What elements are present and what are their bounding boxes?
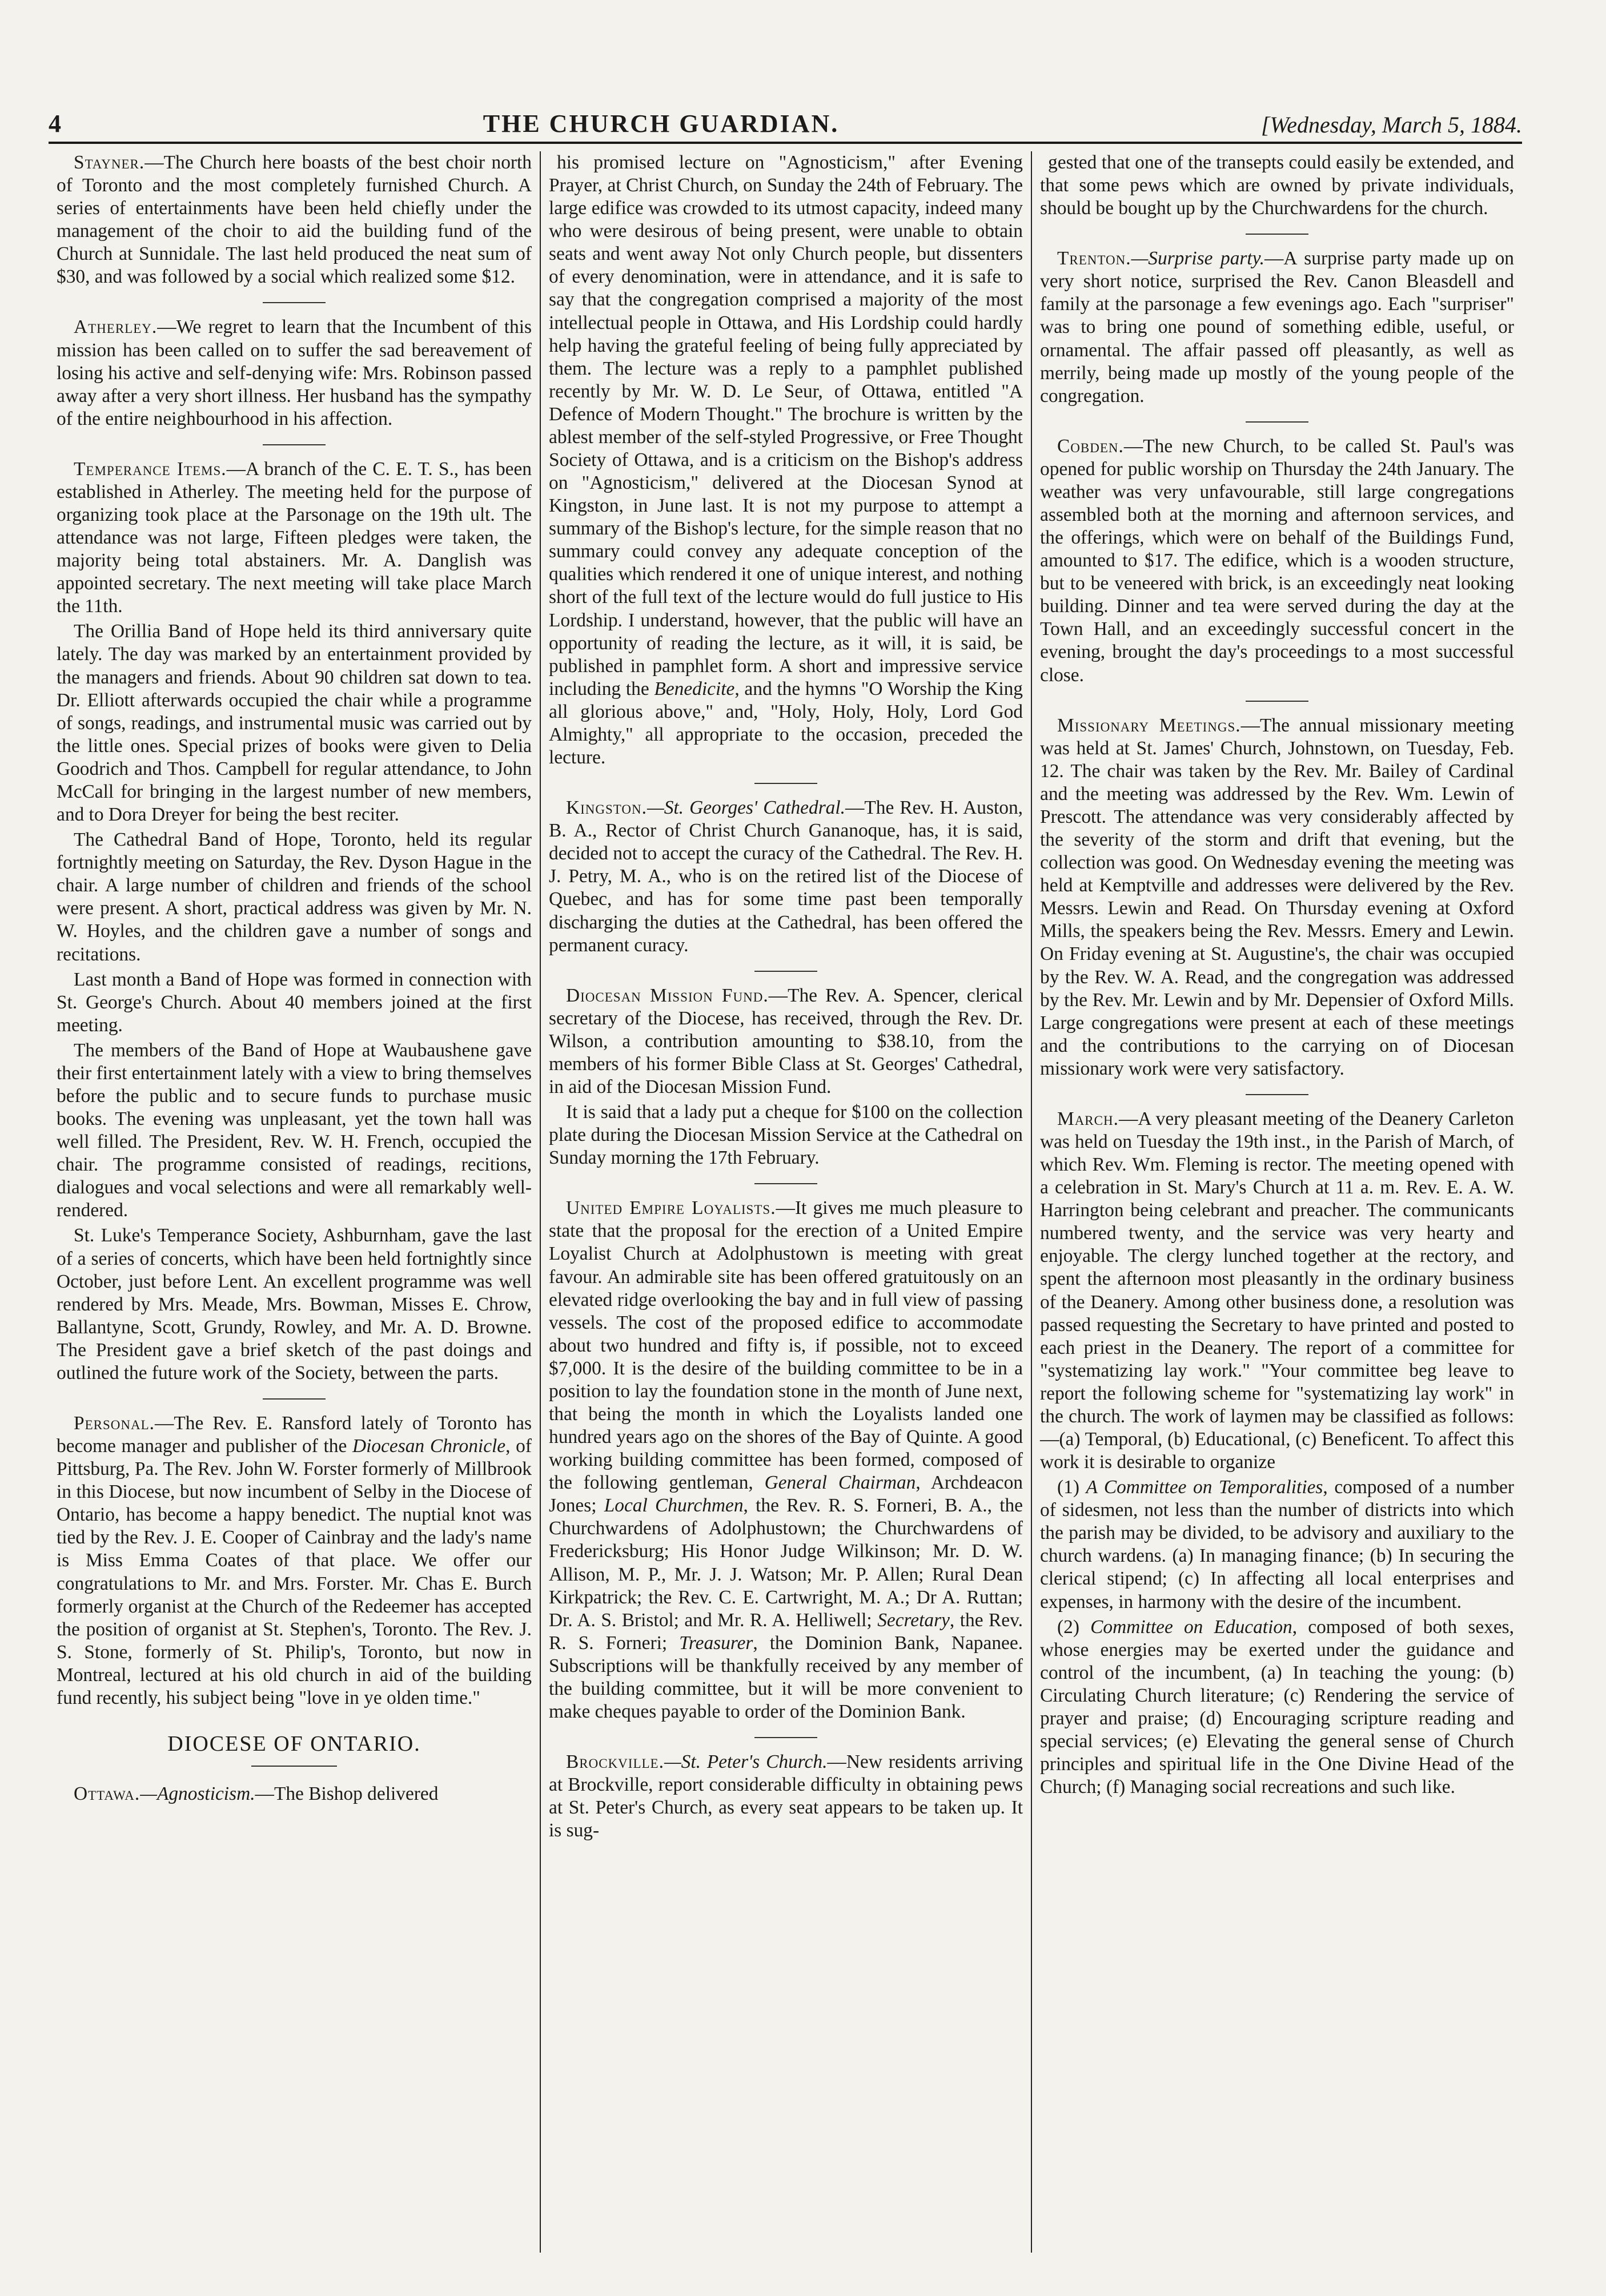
article-heading: Diocesan Mission Fund. <box>566 984 769 1006</box>
issue-date: [Wednesday, March 5, 1884. <box>1260 112 1522 138</box>
committee-role: Secretary <box>877 1609 950 1631</box>
article-brockville-continued: gested that one of the transepts could easily be extended, and that some pews which are owned by private individuals, should be bought up by the Churchwardens for the church. <box>1040 152 1514 219</box>
paper-title: THE CHURCH GUARDIAN. <box>483 110 840 138</box>
article-subheading: —St. Peter's Church. <box>664 1751 828 1773</box>
article-text: , composed of both sexes, whose energies may be exerted under the guidance and control of the incumbent, (a) In teaching the young: (b) Circulating Church literature; (c) Rendering the service of prayer and praise; (d) Encouraging scripture reading and special services; (e) Elevating the general sense of Church principles and spiritual life in the One Divine Head of the Church; (f) Managing social recreations and such like. <box>1040 1616 1514 1798</box>
article-heading: Temperance Items. <box>74 458 227 480</box>
article-text: , of Pittsburg, Pa. The Rev. John W. Forster formerly of Millbrook in this Diocese, but now incumbent of Selby in the Diocese of Ontario, has become a happy benedict. The nuptial knot was tied by the Rev. J. E. Cooper of Cainbray and the lady's name is Miss Emma Coates of that place. We offer our congratulations to Mr. and Mrs. Forster. Mr. Chas E. Burch formerly organist at the Church of the Redeemer has accepted the position of organist at St. Stephen's, Toronto. The Rev. J. S. Stone, formerly of St. Philip's, Toronto, but now in Montreal, lectured at his old church in aid of the building fund recently, his subject being "love in ye olden time." <box>57 1435 532 1708</box>
article-paragraph: The Orillia Band of Hope held its third anniversary quite lately. The day was marked by an entertainment provided by the managers and friends. About 90 children sat down to tea. Dr. Elliott afterwards occupied the chair while a programme of songs, readings, and instrumental music was carried out by the little ones. Special prizes of books were given to Delia Goodrich and Thos. Campbell for regular attendance, to John McCall for bringing in the largest number of new members, and to Dora Dreyer for being the best reciter. <box>57 621 532 826</box>
article-heading: Stayner. <box>74 152 145 173</box>
section-heading: DIOCESE OF ONTARIO. <box>167 1732 421 1756</box>
article-ottawa-continued <box>549 151 1023 769</box>
article-paragraph: The members of the Band of Hope at Waubaushene gave their first entertainment lately with a view to bring themselves before the public and to secure funds to purchase music books. The evening was unpleasant, yet the town hall was well filled. The President, Rev. W. H. French, occupied the chair. The programme consisted of readings, recitions, dialogues and vocal selections and were all remarkably well-rendered. <box>57 1039 532 1221</box>
article-paragraph <box>1040 1616 1514 1799</box>
article-heading: Atherley. <box>74 316 158 338</box>
committee-name: A Committee on Temporalities <box>1086 1477 1323 1498</box>
article-text: —The new Church, to be called St. Paul's was opened for public worship on Thursday the 24th January. The weather was very unfavourable, still large congregations assembled both at the morning and afternoon services, and the offerings, which were on behalf of the Buildings Fund, amounted to $17. The edifice, which is a wooden structure, but to be veneered with brick, is an exceedingly neat looking building. Dinner and tea were served during the day at the Town Hall, and an exceedingly successful concert in the evening, brought the day's proceedings to a most successful close. <box>1040 435 1514 686</box>
article-paragraph: The Cathedral Band of Hope, Toronto, held its regular fortnightly meeting on Saturday, the Rev. Dyson Hague in the chair. A large number of children and friends of the school were present. A short, practical address was given by Mr. N. W. Hoyles, and the children gave a number of songs and recitations. <box>57 829 532 965</box>
article-subheading: —Surprise party. <box>1131 248 1265 270</box>
publication-name: Diocesan Chronicle <box>352 1435 506 1457</box>
article-text: —The Rev. E. Ransford lately of Toronto has become manager and publisher of the <box>57 1412 532 1457</box>
article-mission-fund <box>549 984 1023 1099</box>
article-text: —We regret to learn that the Incumbent of this mission has been called on to suffer the sad bereavement of losing his active and self-denying wife: Mrs. Robinson passed away after a very short illness. Her husband has the sympathy of the entire neighbourhood in his affection. <box>57 316 532 429</box>
item-number: (1) <box>1057 1477 1086 1498</box>
page-number: 4 <box>49 110 61 138</box>
article-subheading: —St. Georges' Cathedral. <box>647 797 846 819</box>
article-text: —A branch of the C. E. T. S., has been established in Atherley. The meeting held for the purpose of organizing took place at the Parsonage on the 19th ult. The attendance was not large, Fifteen pledges were taken, the majority being total abstainers. Mr. A. Danglish was appointed secretary. The next meeting will take place March the 11th. <box>57 458 532 617</box>
separator-rule <box>263 444 326 445</box>
separator-rule <box>1246 1094 1308 1095</box>
article-text: , the Dominion Bank, Napanee. Subscriptions will be thankfully received by any member of the building committee, but it will be more convenient to make cheques payable to order of the Dominion Bank. <box>549 1632 1023 1722</box>
article-text: his promised lecture on "Agnosticism," after Evening Prayer, at Christ Church, on Sunday the 24th of February. The large edifice was crowded to its utmost capacity, indeed many who were desirous of being present, were unable to obtain seats and went away Not only Church people, but dissenters of every denomination, were in attendance, and it is safe to say that the congregation comprised a majority of the most intellectual people in Ottawa, and His Lordship could hardly help having the grateful feeling of being fully appreciated by them. The lecture was a reply to a pamphlet published recently by Mr. W. D. Le Seur, of Ottawa, entitled "A Defence of Modern Thought." The brochure is written by the ablest member of the self-styled Progressive, or Free Thought Society of Ottawa, and is a criticism on the Bishop's address on "Agnosticism," delivered at the Diocesan Synod at Kingston, in June last. It is not my purpose to attempt a summary of the Bishop's lecture, for the simple reason that no summary could convey any adequate conception of the qualities which rendered it one of unique interest, and nothing short of the full text of the lecture would do full justice to His Lordship. I understand, however, that the public will have an opportunity of reading the lecture, as it will, it is said, be published in pamphlet form. A short and impressive service including the <box>549 152 1023 699</box>
article-heading: Brockville. <box>566 1751 664 1773</box>
article-heading: Trenton. <box>1057 248 1131 270</box>
separator-rule <box>263 302 326 303</box>
article-heading: Missionary Meetings. <box>1057 714 1241 736</box>
article-text: , the Rev. R. S. Forneri, B. A., the Churchwardens of Adolphustown; the Churchwardens of Fredericksburg; His Honor Judge Wilkinson; Mr. D. W. Allison, M. P., Mr. J. J. Watson; Mr. P. Allen; Rural Dean Kirkpatrick; the Rev. C. E. Cartwright, M. A.; Dr A. Ruttan; Dr. A. S. Bristol; and Mr. R. A. Helliwell; <box>549 1495 1023 1631</box>
masthead <box>49 108 1522 144</box>
committee-role: General Chairman <box>764 1472 916 1494</box>
article-temperance <box>57 458 532 618</box>
separator-rule <box>263 1398 326 1400</box>
article-paragraph: St. Luke's Temperance Society, Ashburnham, gave the last of a series of concerts, which have been held fortnightly since October, just before Lent. An excellent programme was well rendered by Mrs. Meade, Mrs. Bowman, Misses E. Chrow, Ballantyne, Scott, Grundy, Rowley, and Mr. A. D. Browne. The President gave a brief sketch of the past doings and outlined the future work of the Society, between the parts. <box>57 1225 532 1384</box>
article-paragraph: It is said that a lady put a cheque for $100 on the collection plate during the Diocesan Mission Service at the Cathedral on Sunday morning the 17th February. <box>549 1101 1023 1169</box>
separator-rule <box>754 1737 817 1738</box>
article-stayner <box>57 151 532 288</box>
article-heading: United Empire Loyalists. <box>566 1197 776 1219</box>
article-atherley <box>57 316 532 430</box>
article-heading: Personal. <box>74 1412 155 1434</box>
article-text: , and the hymns "O Worship the King all glorious above," and, "Holy, Holy, Holy, Lord God Almighty," all appropriate to the occasion, preceded the lecture. <box>549 678 1023 769</box>
column-3 <box>1031 151 1522 2253</box>
article-text: , Archdeacon Jones; <box>549 1472 1023 1517</box>
article-text: —The Church here boasts of the best choir north of Toronto and the most completely furnished Church. A series of entertainments have been held chiefly under the management of the choir to aid the building fund of the Church at Sunnidale. The last held produced the neat sum of $30, and was followed by a social which realized some $12. <box>57 152 532 288</box>
separator-rule <box>754 783 817 784</box>
article-personal <box>57 1412 532 1710</box>
article-paragraph: Last month a Band of Hope was formed in connection with St. George's Church. About 40 members joined at the first meeting. <box>57 968 532 1036</box>
article-text: —A very pleasant meeting of the Deanery Carleton was held on Tuesday the 19th inst., in the Parish of March, of which Rev. Wm. Fleming is rector. The meeting opened with a celebration in St. Mary's Church at 11 a. m. Rev. E. A. W. Harrington being celebrant and preacher. The communicants numbered twenty, and the service was very hearty and enjoyable. The clergy lunched together at the rectory, and spent the afternoon most pleasantly in the ordinary business of the Deanery. Among other business done, a resolution was passed requesting the Secretary to have printed and posted to each priest in the Deanery. The report of a committee for "systematizing lay work." "Your committee beg leave to report the following scheme for "systematizing lay work" in the church. The work of laymen may be classified as follows:—(a) Temporal, (b) Educational, (c) Beneficent. To affect this work it is desirable to organize <box>1040 1108 1514 1473</box>
article-text: —The Bishop delivered <box>255 1783 439 1804</box>
article-text: , composed of a number of sidesmen, not less than the number of districts into which the parish may be divided, to be advisory and auxiliary to the church wardens. (a) In managing finance; (b) In securing the clerical stipend; (c) In affecting all local enterprises and expenses, in harmony with the desire of the incumbent. <box>1040 1477 1514 1613</box>
separator-rule <box>754 971 817 972</box>
article-text: —The annual missionary meeting was held at St. James' Church, Johnstown, on Tuesday, Feb. 12. The chair was taken by the Rev. Mr. Bailey of Cardinal and the meeting was addressed by the Rev. Wm. Lewin of Prescott. The attendance was very considerably affected by the severity of the storm and drift that evening, but the collection was good. On Wednesday evening the meeting was held at Kemptville and addresses were delivered by the Rev. Messrs. Lewin and Read. On Thursday evening at Oxford Mills, the speakers being the Rev. Messrs. Emery and Lewin. On Friday evening at St. Augustine's, the chair was occupied by the Rev. W. A. Read, and the congregation was addressed by the Rev. Mr. Lewin and by Mr. Depensier of Oxford Mills. Large congregations were present at each of these meetings and the contributions to the carrying on of Diocesan missionary work were very satisfactory. <box>1040 714 1514 1079</box>
article-text: —It gives me much pleasure to state that the proposal for the erection of a United Empire Loyalist Church at Adolphustown is meeting with great favour. An admirable site has been offered gratuitously on an elevated ridge overlooking the bay and in full view of passing vessels. The cost of the proposed edifice to accommodate about two hundred and fifty is, if possible, not to exceed $7,000. It is the desire of the building committee to be in a position to lay the foundation stone in the month of June next, that being the month in which the Loyalists landed one hundred years ago on the shores of the Bay of Quinte. A good working building committee has been formed, composed of the following gentleman, <box>549 1197 1023 1494</box>
article-text: —A surprise party made up on very short notice, surprised the Rev. Canon Bleasdell and family at the parsonage a few evenings ago. Each "surpriser" was to bring one pound of something edible, useful, or ornamental. The affair passed off pleasantly, as well as merrily, being made up mostly of the young people of the congregation. <box>1040 248 1514 407</box>
separator-rule <box>1246 234 1308 235</box>
article-text: , the Rev. R. S. Forneri; <box>549 1609 1023 1654</box>
article-text: —New residents arriving at Brockville, report considerable difficulty in obtaining pews at St. Peter's Church, as every seat appears to be taken up. It is sug- <box>549 1751 1023 1841</box>
item-number: (2) <box>1057 1616 1091 1638</box>
article-cobden <box>1040 435 1514 687</box>
committee-name: Committee on Education <box>1090 1616 1292 1638</box>
article-heading: Cobden. <box>1057 435 1124 457</box>
article-heading: March. <box>1057 1108 1119 1129</box>
separator-rule <box>1246 701 1308 702</box>
committee-role: Treasurer <box>679 1632 753 1654</box>
article-kingston <box>549 797 1023 957</box>
column-1 <box>49 151 540 2253</box>
article-subheading: —Agnosticism. <box>140 1783 255 1804</box>
article-heading: Ottawa. <box>74 1783 140 1804</box>
article-loyalists <box>549 1197 1023 1723</box>
article-brockville <box>549 1751 1023 1842</box>
article-trenton <box>1040 247 1514 408</box>
column-2 <box>540 151 1031 2253</box>
article-heading: Kingston. <box>566 797 647 819</box>
article-march <box>1040 1108 1514 1474</box>
article-text: —The Rev. A. Spencer, clerical secretary of the Diocese, has received, through the Rev. Dr. Wilson, a contribution amounting to $38.10, from the members of his former Bible Class at St. Georges' Cathedral, in aid of the Diocesan Mission Fund. <box>549 984 1023 1097</box>
separator-rule <box>754 1183 817 1184</box>
article-columns <box>49 151 1522 2253</box>
article-text: —The Rev. H. Auston, B. A., Rector of Christ Church Gananoque, has, it is said, decided not to accept the curacy of the Cathedral. The Rev. H. J. Petry, M. A., who is on the retired list of the Diocese of Quebec, and has for some time past been temporally discharging the duties at the Cathedral, has been offered the permanent curacy. <box>549 797 1023 956</box>
committee-role: Local Churchmen <box>604 1495 744 1517</box>
article-paragraph <box>1040 1476 1514 1613</box>
separator-rule <box>1246 421 1308 423</box>
hymn-title: Benedicite <box>654 678 735 699</box>
separator-rule <box>251 1766 337 1767</box>
article-missionary <box>1040 714 1514 1080</box>
article-ottawa <box>57 1783 532 1806</box>
